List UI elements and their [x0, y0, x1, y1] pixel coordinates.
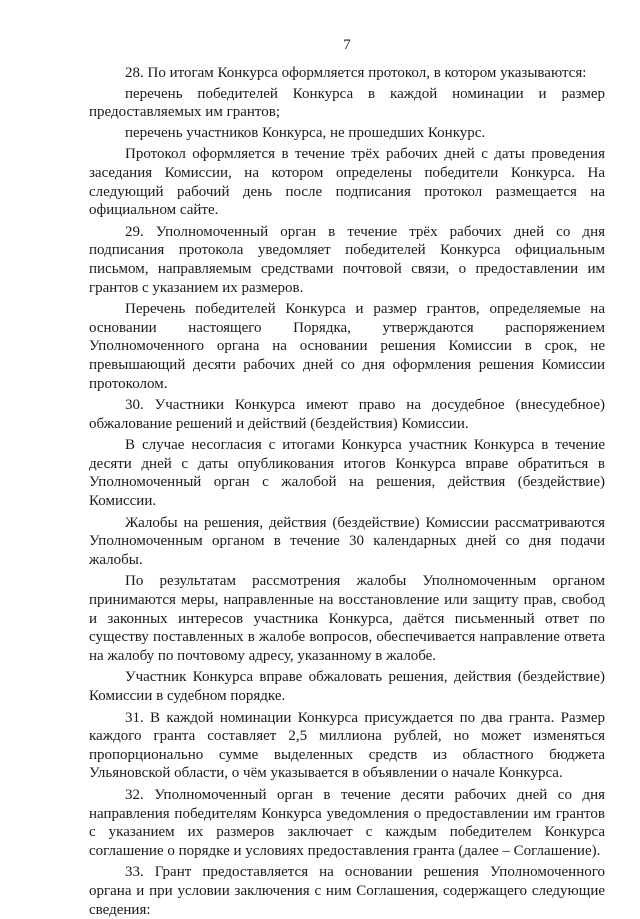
paragraph-31: 31. В каждой номинации Конкурса присуждается по два гранта. Размер каждого гранта составляет 2,5 миллиона рублей, но может изменяться пропорционально сумме выделенных средств из областного бюджета Ульяновской области, о чём указывается в объявлении о начале Конкурса.	[89, 709, 605, 782]
paragraph-29: 29. Уполномоченный орган в течение трёх рабочих дней со дня подписания протокола уведомляет победителей Конкурса официальным письмом, направляемым средствами почтовой связи, о предоставлении им грантов с указанием их размеров.	[89, 223, 605, 296]
page-number: 7	[343, 37, 351, 53]
paragraph-review-results: По результатам рассмотрения жалобы Уполномоченным органом принимаются меры, направленные на восстановление или защиту прав, свобод и законных интересов участника Конкурса, даётся письменный ответ по существу поставленных в жалобе вопросов, обеспечивается направление ответа на жалобу по почтовому адресу, указанному в жалобе.	[89, 573, 605, 664]
paragraph-33: 33. Грант предоставляется на основании решения Уполномоченного органа и при условии заключения с ним Соглашения, содержащего следующие сведения:	[89, 864, 605, 918]
paragraph-participants-list: перечень участников Конкурса, не прошедших Конкурс.	[125, 124, 486, 141]
paragraph-winners-list: перечень победителей Конкурса в каждой номинации и размер предоставляемых им грантов;	[89, 85, 605, 121]
paragraph-28: 28. По итогам Конкурса оформляется протокол, в котором указываются:	[125, 65, 587, 81]
paragraph-disagreement: В случае несогласия с итогами Конкурса участник Конкурса в течение десяти дней с даты опубликования итогов Конкурса вправе обратиться в Уполномоченный орган с жалобой на решения, действия (бездействие) Комиссии.	[89, 437, 605, 510]
paragraph-32: 32. Уполномоченный орган в течение десяти рабочих дней со дня направления победителям Конкурса уведомления о предоставлении им грантов с указанием их размеров заключает с каждым победителем Конкурса соглашение о порядке и условиях предоставления гранта (далее – Соглашение).	[89, 786, 605, 859]
paragraph-protocol: Протокол оформляется в течение трёх рабочих дней с даты проведения заседания Комиссии, на котором определены победители Конкурса. На следующий рабочий день после подписания протокол размещается на официальном сайте.	[89, 146, 605, 219]
paragraph-winners-approval: Перечень победителей Конкурса и размер грантов, определяемые на основании настоящего Порядка, утверждаются распоряжением Уполномоченного органа на основании решения Комиссии в срок, не превышающий десяти рабочих дней со дня оформления решения Комиссии протоколом.	[89, 301, 605, 392]
paragraph-complaints: Жалобы на решения, действия (бездействие) Комиссии рассматриваются Уполномоченным органом в течение 30 календарных дней со дня подачи жалобы.	[89, 514, 605, 568]
paragraph-30: 30. Участники Конкурса имеют право на досудебное (внесудебное) обжалование решений и действий (бездействия) Комиссии.	[89, 397, 605, 432]
paragraph-court-appeal: Участник Конкурса вправе обжаловать решения, действия (бездействие) Комиссии в судебном порядке.	[89, 669, 605, 704]
